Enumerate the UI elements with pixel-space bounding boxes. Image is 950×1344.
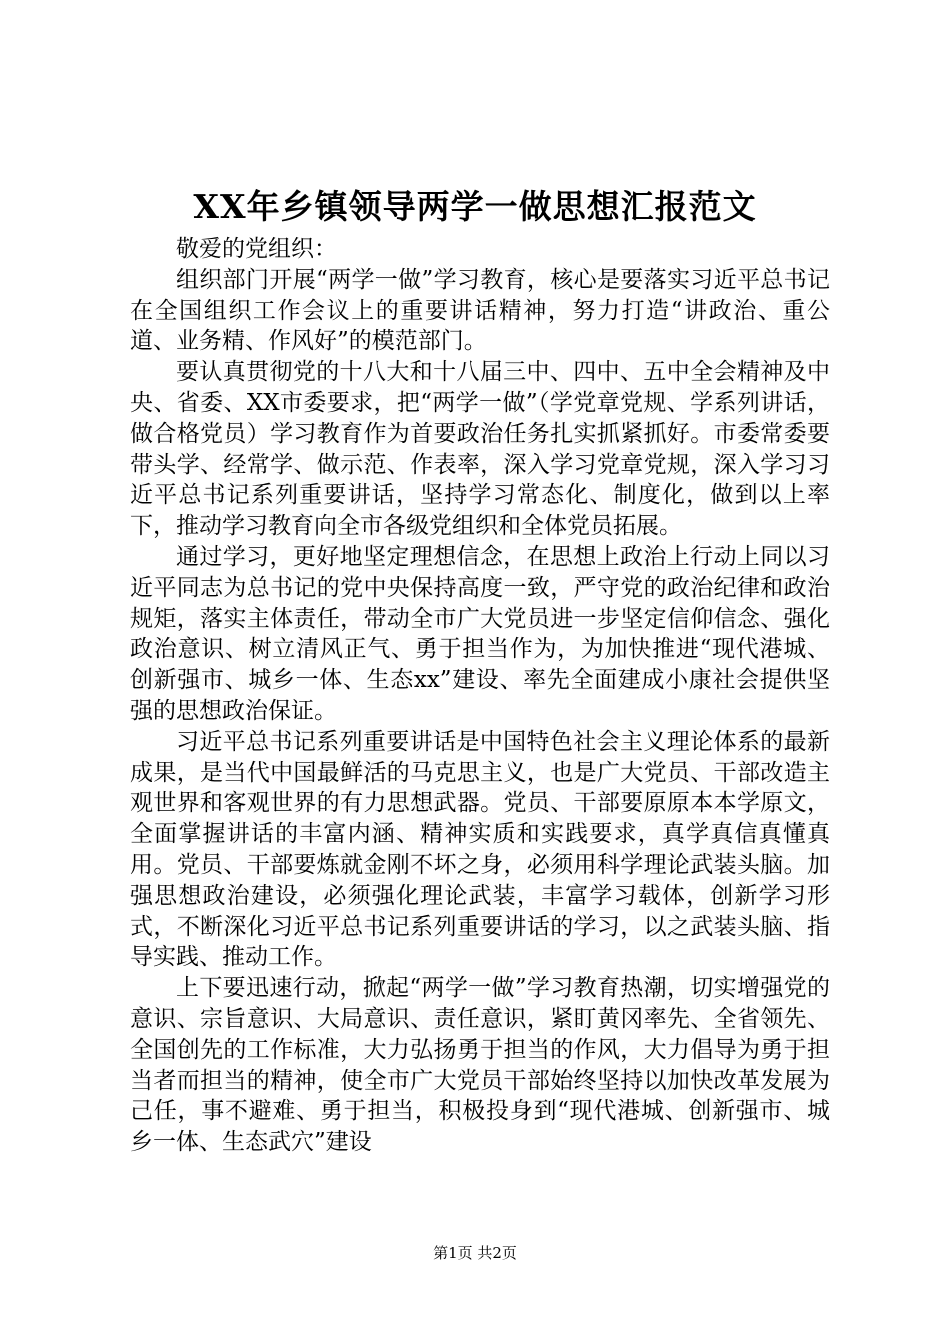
paragraph-1: 组织部门开展“两学一做”学习教育，核心是要落实习近平总书记在全国组织工作会议上的重要讲话精神，努力打造“讲政治、重公道、业务精、作风好”的模范部门。 [130,266,830,355]
paragraph-3: 通过学习，更好地坚定理想信念，在思想上政治上行动上同以习近平同志为总书记的党中央保持高度一致，严守党的政治纪律和政治规矩，落实主体责任，带动全市广大党员进一步坚定信仰信念、强化政治意识、树立清风正气、勇于担当作为，为加快推进“现代港城、创新强市、城乡一体、生态xx”建设、率先全面建成小康社会提供坚强的思想政治保证。 [130,543,830,724]
paragraph-2: 要认真贯彻党的十八大和十八届三中、四中、五中全会精神及中央、省委、XX市委要求，把“两学一做”（学党章党规、学系列讲话，做合格党员）学习教育作为首要政治任务扎实抓紧抓好。市委常委要带头学、经常学、做示范、作表率，深入学习党章党规，深入学习习近平总书记系列重要讲话，坚持学习常态化、制度化，做到以上率下，推动学习教育向全市各级党组织和全体党员拓展。 [130,359,830,540]
document-body [130,234,830,1158]
paragraph-5: 上下要迅速行动，掀起“两学一做”学习教育热潮，切实增强党的意识、宗旨意识、大局意识、责任意识，紧盯黄冈率先、全省领先、全国创先的工作标准，大力弘扬勇于担当的作风，大力倡导为勇于担当者而担当的精神，使全市广大党员干部始终坚持以加快改革发展为己任，事不避难、勇于担当，积极投身到“现代港城、创新强市、城乡一体、生态武穴”建设 [130,975,830,1156]
salutation: 敬爱的党组织： [176,236,337,262]
paragraph-4: 习近平总书记系列重要讲话是中国特色社会主义理论体系的最新成果，是当代中国最鲜活的马克思主义，也是广大党员、干部改造主观世界和客观世界的有力思想武器。党员、干部要原原本本学原文，全面掌握讲话的丰富内涵、精神实质和实践要求，真学真信真懂真用。党员、干部要炼就金刚不坏之身，必须用科学理论武装头脑。加强思想政治建设，必须强化理论武装，丰富学习载体，创新学习形式，不断深化习近平总书记系列重要讲话的学习，以之武装头脑、指导实践、推动工作。 [130,728,830,971]
page-footer: 第1页 共2页 [433,1244,517,1262]
document-title: XX年乡镇领导两学一做思想汇报范文 [193,187,757,226]
